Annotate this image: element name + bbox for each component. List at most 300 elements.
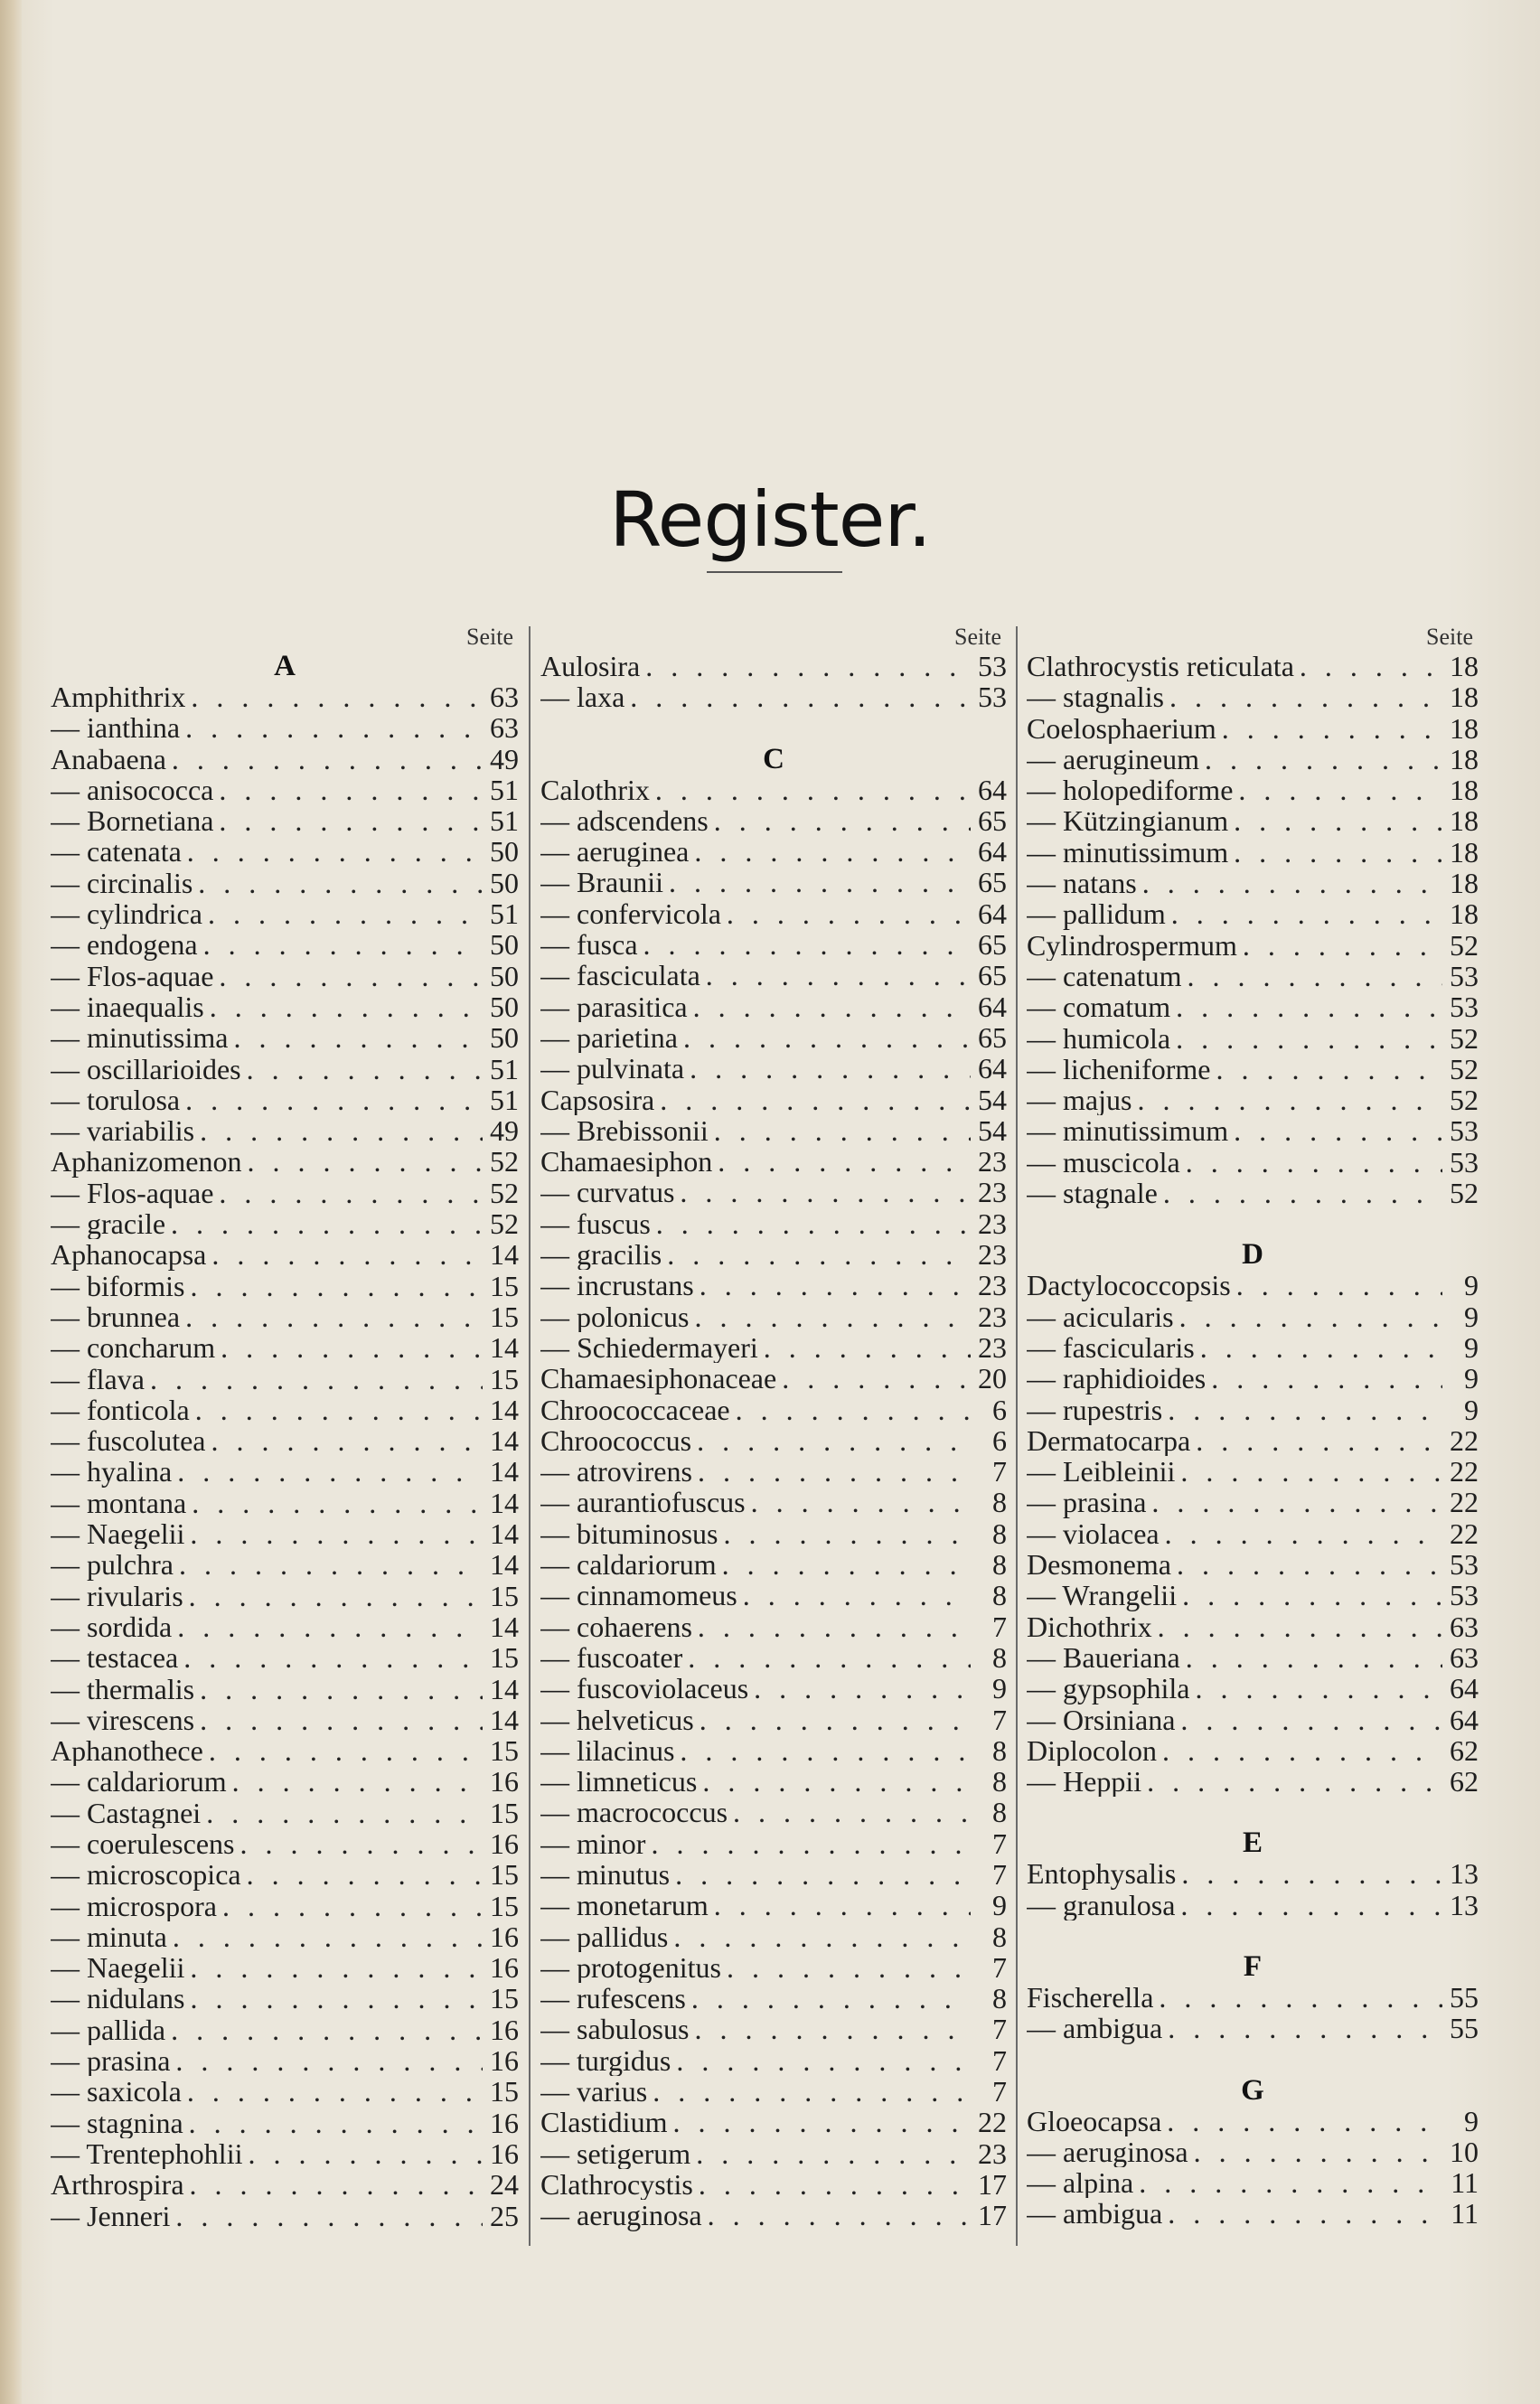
- dot-leader: [1169, 681, 1442, 712]
- index-entry: [540, 1580, 1007, 1610]
- index-entry: [1027, 1487, 1479, 1517]
- entry-name: — turgidus: [540, 2044, 671, 2077]
- index-entry: [1027, 1395, 1479, 1425]
- entry-name: — aeruginosa: [540, 2200, 702, 2231]
- dot-leader: [232, 1766, 483, 1797]
- dot-leader: [177, 1611, 483, 1642]
- index-entry: [540, 1146, 1007, 1177]
- index-entry: [540, 1270, 1007, 1301]
- dot-leader: [694, 836, 971, 867]
- entry-name: — pallidus: [540, 1920, 669, 1952]
- entry-name: Aphanizomenon: [51, 1146, 242, 1178]
- entry-page-number: 55: [1450, 2013, 1479, 2044]
- dot-leader: [700, 1270, 971, 1301]
- dot-leader: [1187, 961, 1442, 991]
- entry-name: — anisococca: [51, 774, 214, 806]
- index-entry: [51, 1766, 519, 1797]
- dot-leader: [1180, 1890, 1442, 1920]
- entry-page-number: 16: [490, 1920, 519, 1953]
- page-edge: [0, 0, 22, 2404]
- dot-leader: [699, 2169, 971, 2200]
- index-entry: [51, 1395, 519, 1425]
- entry-page-number: 50: [490, 836, 519, 868]
- index-entry: [51, 1085, 519, 1115]
- dot-leader: [190, 1518, 483, 1549]
- index-entry: [1027, 651, 1479, 681]
- entry-page-number: 54: [978, 1084, 1007, 1115]
- dot-leader: [1234, 1115, 1442, 1146]
- entry-page-number: 16: [490, 1952, 519, 1984]
- entry-page-number: 49: [490, 743, 519, 775]
- entry-name: Chamaesiphonaceae: [540, 1363, 777, 1395]
- entry-page-number: 11: [1451, 2167, 1479, 2199]
- dot-leader: [697, 1425, 971, 1456]
- dot-leader: [630, 681, 971, 712]
- dot-leader: [179, 1549, 483, 1580]
- index-entry: [1027, 1858, 1479, 1889]
- entry-name: Diplocolon: [1027, 1734, 1157, 1767]
- entry-name: — fuscoviolaceus: [540, 1673, 749, 1704]
- dot-leader: [198, 868, 483, 898]
- entry-name: — humicola: [1027, 1022, 1171, 1054]
- entry-name: — alpina: [1027, 2167, 1134, 2199]
- index-entry: [540, 2200, 1007, 2230]
- index-entry: [51, 775, 519, 805]
- dot-leader: [727, 898, 971, 929]
- index-entry: [51, 2138, 519, 2169]
- index-entry: [51, 2045, 519, 2076]
- section-letter: C: [763, 742, 784, 775]
- index-entry: [540, 651, 1007, 681]
- dot-leader: [718, 1146, 971, 1177]
- entry-page-number: 9: [992, 1673, 1007, 1704]
- index-entry: [540, 898, 1007, 929]
- entry-name: — raphidioides: [1027, 1363, 1207, 1395]
- entry-page-number: 53: [1450, 1115, 1479, 1147]
- index-entry: [51, 805, 519, 836]
- entry-page-number: 6: [992, 1394, 1007, 1425]
- entry-name: — minor: [540, 1827, 646, 1859]
- entry-page-number: 15: [490, 1363, 519, 1395]
- dot-leader: [1238, 775, 1442, 805]
- entry-page-number: 9: [1464, 2105, 1479, 2136]
- entry-name: — holopediforme: [1027, 775, 1234, 806]
- index-entry: [540, 1332, 1007, 1363]
- entry-page-number: 23: [978, 1239, 1007, 1271]
- entry-name: Amphithrix: [51, 681, 186, 713]
- dot-leader: [150, 1364, 483, 1395]
- dot-leader: [688, 1642, 971, 1673]
- entry-page-number: 17: [978, 2168, 1007, 2201]
- index-entry: [540, 1611, 1007, 1642]
- index-entry: [51, 744, 519, 775]
- dot-leader: [1168, 2013, 1442, 2043]
- entry-page-number: 16: [490, 2137, 519, 2170]
- index-entry: [540, 1363, 1007, 1394]
- entry-name: — coerulescens: [51, 1827, 235, 1860]
- entry-name: — virescens: [51, 1704, 195, 1736]
- dot-leader: [189, 2108, 483, 2138]
- entry-name: Cylindrospermum: [1027, 929, 1237, 961]
- index-entry: [1027, 805, 1479, 836]
- index-entry: [51, 1456, 519, 1487]
- dot-leader: [200, 1115, 483, 1146]
- index-entry: [51, 712, 519, 743]
- entry-page-number: 64: [978, 991, 1007, 1022]
- entry-name: — rivularis: [51, 1580, 183, 1611]
- entry-name: — Kützingianum: [1027, 805, 1229, 837]
- entry-name: — majus: [1027, 1085, 1132, 1116]
- entry-page-number: 7: [992, 2044, 1007, 2077]
- dot-leader: [1211, 1363, 1442, 1394]
- index-entry: [540, 1735, 1007, 1766]
- entry-page-number: 53: [1450, 1146, 1479, 1179]
- index-entry: [1027, 1023, 1479, 1054]
- dot-leader: [1142, 868, 1442, 898]
- index-entry: [51, 1332, 519, 1363]
- entry-name: Aulosira: [540, 651, 641, 682]
- entry-page-number: 51: [490, 805, 519, 837]
- entry-name: — variabilis: [51, 1115, 195, 1147]
- dot-leader: [700, 1704, 971, 1735]
- index-entry: [51, 1952, 519, 1983]
- dot-leader: [185, 1301, 483, 1332]
- index-entry: [1027, 681, 1479, 712]
- entry-page-number: 64: [978, 1053, 1007, 1085]
- entry-page-number: 15: [490, 2076, 519, 2108]
- dot-leader: [714, 1890, 971, 1920]
- entry-page-number: 8: [992, 1797, 1007, 1828]
- entry-name: — ambigua: [1027, 2198, 1163, 2230]
- index-entry: [1027, 1890, 1479, 1920]
- dot-leader: [672, 2107, 971, 2137]
- index-entry: [51, 1178, 519, 1208]
- index-entry: [540, 1673, 1007, 1704]
- entry-page-number: 8: [992, 1734, 1007, 1767]
- entry-name: — sordida: [51, 1610, 173, 1643]
- entry-page-number: 18: [1450, 836, 1479, 869]
- index-column-3: [1027, 624, 1479, 2230]
- dot-leader: [1165, 1518, 1442, 1549]
- entry-name: — setigerum: [540, 2137, 691, 2169]
- index-entry: [540, 2076, 1007, 2107]
- index-entry: [51, 836, 519, 867]
- entry-name: — hyalina: [51, 1456, 173, 1488]
- index-entry: [51, 1859, 519, 1890]
- index-entry: [1027, 1518, 1479, 1549]
- dot-leader: [1179, 1301, 1442, 1332]
- index-entry: [1027, 1085, 1479, 1115]
- dot-leader: [667, 1239, 971, 1270]
- entry-name: Dichothrix: [1027, 1610, 1152, 1642]
- entry-page-number: 7: [992, 1858, 1007, 1891]
- entry-name: — fasciculata: [540, 960, 700, 991]
- dot-leader: [247, 1859, 483, 1890]
- entry-name: Dermatocarpa: [1027, 1424, 1191, 1457]
- dot-leader: [723, 1518, 971, 1549]
- entry-page-number: 49: [490, 1115, 519, 1147]
- entry-page-number: 7: [992, 1610, 1007, 1642]
- seite-label: Seite: [954, 624, 1001, 650]
- entry-page-number: 50: [490, 1022, 519, 1054]
- entry-name: — bituminosus: [540, 1517, 718, 1550]
- index-entry: [51, 929, 519, 960]
- entry-name: — parietina: [540, 1021, 678, 1054]
- entry-name: — Baueriana: [1027, 1641, 1180, 1674]
- dot-leader: [248, 2138, 483, 2169]
- entry-page-number: 23: [978, 1177, 1007, 1208]
- entry-page-number: 50: [490, 867, 519, 899]
- entry-page-number: 22: [1450, 1487, 1479, 1518]
- entry-name: — curvatus: [540, 1177, 675, 1208]
- entry-name: — catenatum: [1027, 960, 1182, 992]
- index-entry: [1027, 2106, 1479, 2136]
- entry-page-number: 14: [490, 1518, 519, 1550]
- dot-leader: [203, 929, 483, 960]
- index-entry: [540, 867, 1007, 897]
- dot-leader: [189, 1581, 483, 1611]
- entry-page-number: 18: [1450, 868, 1479, 899]
- dot-leader: [693, 991, 971, 1022]
- letter-spacer: [1027, 2044, 1479, 2075]
- index-entry: [51, 1581, 519, 1611]
- entry-page-number: 52: [490, 1177, 519, 1209]
- entry-page-number: 14: [490, 1487, 519, 1519]
- index-entry: [540, 836, 1007, 867]
- entry-page-number: 11: [1451, 2198, 1479, 2230]
- entry-name: — Flos-aquae: [51, 960, 214, 991]
- entry-page-number: 64: [1450, 1673, 1479, 1704]
- entry-name: — pallidum: [1027, 898, 1166, 930]
- entry-name: Coelosphaerium: [1027, 712, 1216, 744]
- dot-leader: [669, 867, 971, 897]
- entry-name: Fischerella: [1027, 1981, 1154, 2014]
- letter-spacer: [540, 713, 1007, 744]
- entry-name: — microspora: [51, 1890, 217, 1921]
- dot-leader: [651, 1828, 971, 1859]
- dot-leader: [171, 2014, 483, 2045]
- entry-name: — gypsophila: [1027, 1673, 1190, 1704]
- entry-page-number: 18: [1450, 898, 1479, 930]
- index-entry: [1027, 713, 1479, 744]
- entry-page-number: 65: [978, 960, 1007, 991]
- entry-name: — ianthina: [51, 712, 181, 744]
- dot-leader: [195, 1395, 483, 1425]
- entry-page-number: 53: [1450, 1580, 1479, 1611]
- entry-page-number: 16: [490, 2045, 519, 2077]
- dot-leader: [1236, 1270, 1442, 1301]
- dot-leader: [736, 1395, 971, 1425]
- index-entry: [540, 929, 1007, 960]
- index-entry: [1027, 1301, 1479, 1332]
- index-entry: [51, 1208, 519, 1239]
- entry-name: — minutissima: [51, 1022, 229, 1054]
- entry-page-number: 22: [1450, 1456, 1479, 1488]
- dot-leader: [751, 1487, 971, 1517]
- entry-page-number: 18: [1450, 681, 1479, 713]
- entry-name: Capsosira: [540, 1084, 655, 1115]
- entry-page-number: 15: [490, 1735, 519, 1767]
- entry-name: — muscicola: [1027, 1146, 1180, 1179]
- entry-page-number: 20: [978, 1363, 1007, 1395]
- dot-leader: [190, 1952, 483, 1983]
- index-entry: [51, 1642, 519, 1673]
- entry-page-number: 9: [1464, 1363, 1479, 1395]
- entry-name: Dactylococcopsis: [1027, 1270, 1231, 1301]
- entry-name: — atrovirens: [540, 1456, 692, 1488]
- dot-leader: [694, 1301, 971, 1332]
- entry-page-number: 15: [490, 1797, 519, 1828]
- entry-name: — fuscoater: [540, 1641, 683, 1674]
- index-entry: [1027, 1363, 1479, 1394]
- dot-leader: [676, 2045, 971, 2076]
- dot-leader: [190, 2169, 483, 2200]
- dot-leader: [643, 929, 971, 960]
- entry-name: — Trentephohlii: [51, 2137, 243, 2170]
- index-entry: [540, 1085, 1007, 1115]
- entry-page-number: 64: [978, 836, 1007, 868]
- entry-name: — stagnale: [1027, 1178, 1158, 1209]
- entry-page-number: 16: [490, 2014, 519, 2046]
- entry-page-number: 6: [992, 1424, 1007, 1457]
- index-entry: [1027, 1054, 1479, 1085]
- index-entry: [51, 1983, 519, 2014]
- entry-name: — protogenitus: [540, 1951, 721, 1984]
- dot-leader: [190, 1271, 483, 1301]
- index-entry: [540, 681, 1007, 712]
- index-entry: [540, 1208, 1007, 1239]
- entry-page-number: 18: [1450, 775, 1479, 806]
- dot-leader: [233, 1022, 483, 1053]
- entry-page-number: 9: [992, 1890, 1007, 1921]
- dot-leader: [172, 744, 483, 775]
- entry-page-number: 22: [1450, 1424, 1479, 1457]
- index-entry: [1027, 1611, 1479, 1642]
- index-entry: [51, 1364, 519, 1395]
- entry-page-number: 54: [978, 1114, 1007, 1147]
- entry-page-number: 7: [992, 1704, 1007, 1735]
- index-entry: [1027, 1766, 1479, 1797]
- entry-page-number: 7: [992, 2076, 1007, 2108]
- entry-page-number: 51: [490, 774, 519, 806]
- entry-name: — caldariorum: [51, 1766, 227, 1798]
- entry-page-number: 22: [978, 2107, 1007, 2138]
- dot-leader: [1234, 805, 1442, 836]
- entry-name: — sabulosus: [540, 2014, 690, 2045]
- entry-page-number: 53: [978, 681, 1007, 713]
- index-entry: [51, 991, 519, 1022]
- dot-leader: [187, 2076, 483, 2107]
- entry-page-number: 8: [992, 1487, 1007, 1518]
- entry-name: — inaequalis: [51, 991, 204, 1023]
- entry-page-number: 53: [978, 651, 1007, 682]
- entry-page-number: 23: [978, 1270, 1007, 1301]
- index-entry: [540, 1395, 1007, 1425]
- dot-leader: [200, 1674, 483, 1704]
- entry-name: — Heppii: [1027, 1766, 1142, 1798]
- dot-leader: [1167, 2106, 1442, 2136]
- index-entry: [51, 1798, 519, 1828]
- entry-page-number: 52: [490, 1146, 519, 1178]
- entry-page-number: 63: [1450, 1641, 1479, 1674]
- dot-leader: [221, 1332, 483, 1363]
- entry-page-number: 22: [1450, 1517, 1479, 1550]
- entry-name: — flava: [51, 1363, 145, 1395]
- entry-page-number: 51: [490, 898, 519, 930]
- dot-leader: [210, 991, 483, 1022]
- dot-leader: [1163, 1178, 1442, 1208]
- entry-name: — minuta: [51, 1920, 167, 1953]
- entry-name: — Orsiniana: [1027, 1704, 1176, 1735]
- index-entry: [540, 1456, 1007, 1487]
- dot-leader: [1177, 1549, 1442, 1580]
- entry-name: — circinalis: [51, 867, 193, 899]
- entry-name: — cohaerens: [540, 1610, 692, 1642]
- dot-leader: [1180, 1456, 1442, 1487]
- dot-leader: [175, 2045, 483, 2076]
- entry-name: — Bornetiana: [51, 805, 214, 837]
- index-entry: [1027, 991, 1479, 1022]
- dot-leader: [673, 1921, 971, 1952]
- entry-page-number: 18: [1450, 651, 1479, 682]
- index-entry: [1027, 1673, 1479, 1704]
- dot-leader: [1151, 1487, 1442, 1517]
- entry-page-number: 52: [490, 1208, 519, 1240]
- index-column-1: [51, 624, 519, 2231]
- entry-page-number: 63: [490, 712, 519, 744]
- index-entry: [540, 1859, 1007, 1890]
- index-entry: [1027, 930, 1479, 961]
- dot-leader: [187, 836, 483, 867]
- dot-leader: [200, 1704, 483, 1735]
- index-entry: [1027, 1982, 1479, 2013]
- dot-leader: [714, 1115, 971, 1146]
- index-entry: [51, 2169, 519, 2200]
- entry-page-number: 52: [1450, 1053, 1479, 1085]
- entry-page-number: 15: [490, 1580, 519, 1611]
- entry-name: — saxicola: [51, 2076, 182, 2108]
- entry-name: — lilacinus: [540, 1734, 675, 1767]
- entry-page-number: 64: [1450, 1704, 1479, 1735]
- entry-page-number: 13: [1450, 1889, 1479, 1920]
- dot-leader: [683, 1022, 971, 1053]
- index-entry: [1027, 868, 1479, 898]
- dot-leader: [1176, 1023, 1442, 1054]
- dot-leader: [219, 775, 483, 805]
- dot-leader: [206, 1798, 483, 1828]
- entry-page-number: 15: [490, 1983, 519, 2014]
- dot-leader: [1216, 1054, 1442, 1085]
- entry-name: — polonicus: [540, 1301, 690, 1332]
- entry-name: — macrococcus: [540, 1797, 728, 1828]
- entry-name: — endogena: [51, 929, 198, 961]
- entry-page-number: 18: [1450, 805, 1479, 837]
- index-entry: [51, 1239, 519, 1270]
- index-entry: [540, 960, 1007, 991]
- dot-leader: [702, 1766, 971, 1797]
- entry-page-number: 14: [490, 1673, 519, 1704]
- dot-leader: [1200, 1332, 1442, 1363]
- dot-leader: [175, 2201, 483, 2231]
- index-entry: [540, 1797, 1007, 1827]
- entry-name: Clathrocystis reticulata: [1027, 651, 1294, 682]
- entry-page-number: 51: [490, 1053, 519, 1085]
- entry-name: — catenata: [51, 836, 182, 868]
- entry-name: — minutissimum: [1027, 836, 1229, 869]
- entry-name: — thermalis: [51, 1673, 195, 1704]
- index-entry: [1027, 2167, 1479, 2198]
- index-entry: [1027, 1115, 1479, 1146]
